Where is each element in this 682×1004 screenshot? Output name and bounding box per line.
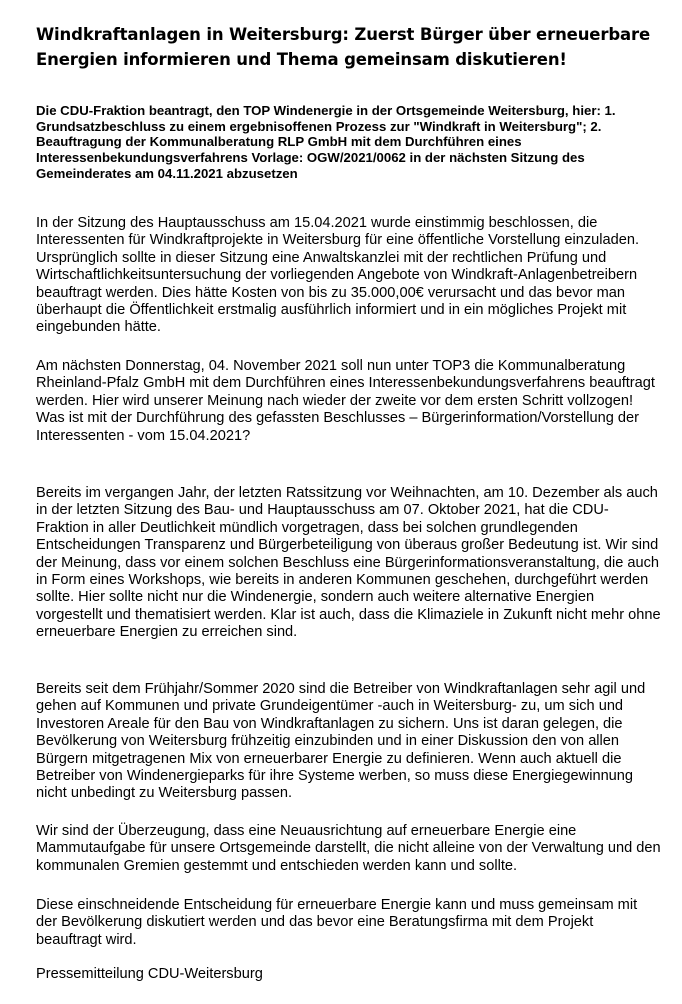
paragraph-3: Bereits im vergangen Jahr, der letzten Ratssitzung vor Weihnachten, am 10. Dezember als auch in der letzten Sitzung des Bau- und Hauptausschuss am 07. Oktober 2021, hat die CDU-Fraktion in aller Deutlichkeit mündlich vorgetragen, dass bei solchen grundlegenden Entscheidungen Transparenz und Bürgerbeteiligung von überaus großer Bedeutung ist. Wir sind der Meinung, dass vor einem solchen Beschluss eine Bürgerinformationsveranstaltung, die auch in Form eines Workshops, wie bereits in anderen Kommunen geschehen, durchgeführt werden sollte. Hier sollte nicht nur die Windenergie, sondern auch weitere alternative Energien vorgestellt und thematisiert werden. Klar ist auch, dass die Klimaziele in Zukunft nicht mehr ohne erneuerbare Energien zu erreichen sind. [36, 485, 661, 641]
paragraph-1: In der Sitzung des Hauptausschuss am 15.04.2021 wurde einstimmig beschlossen, die Interessenten für Windkraftprojekte in Weitersburg für eine öffentliche Vorstellung einzuladen. Ursprünglich sollte in dieser Sitzung eine Anwaltskanzlei mit der rechtlichen Prüfung und Wirtschaftlichkeitsuntersuchung der vorliegenden Angebote von Windkraft-Anlagenbetreibern beauftragt werden. Dies hätte Kosten von bis zu 35.000,00€ verursacht und das bevor man überhaupt die Öffentlichkeit erstmalig ausführlich informiert und in ein mögliches Projekt mit eingebunden hätte. [36, 215, 640, 336]
paragraph-5: Wir sind der Überzeugung, dass eine Neuausrichtung auf erneuerbare Energie eine Mammutaufgabe für unsere Ortsgemeinde darstellt, die nicht alleine von der Verwaltung und den kommunalen Gremien gestemmt und entschieden werden kann und sollte. [36, 823, 661, 874]
paragraph-6: Diese einschneidende Entscheidung für erneuerbare Energie kann und muss gemeinsam mit der Bevölkerung diskutiert werden und das bevor eine Beratungsfirma mit dem Projekt beauftragt wird. [36, 897, 638, 948]
article-subhead: Die CDU-Fraktion beantragt, den TOP Windenergie in der Ortsgemeinde Weitersburg, hier: 1. Grundsatzbeschluss zu einem ergebnisoffenen Prozess zur "Windkraft in Weitersburg"; 2. Beauftragung der Kommunalberatung RLP GmbH mit dem Durchführen eines Interessenbekundungsverfahrens Vorlage: OGW/2021/0062 in der nächsten Sitzung des Gemeinderates am 04.11.2021 abzusetzen [36, 103, 616, 181]
paragraph-2: Am nächsten Donnerstag, 04. November 2021 soll nun unter TOP3 die Kommunalberatung Rheinland-Pfalz GmbH mit dem Durchführen eines Interessenbekundungsverfahrens beauftragt werden. Hier wird unserer Meinung nach wieder der zweite vor dem ersten Schritt vollzogen! Was ist mit der Durchführung des gefassten Beschlusses – Bürgerinformation/Vorstellung der Interessenten - vom 15.04.2021? [36, 358, 655, 444]
paragraph-4: Bereits seit dem Frühjahr/Sommer 2020 sind die Betreiber von Windkraftanlagen sehr agil und gehen auf Kommunen und private Grundeigentümer -auch in Weitersburg- zu, um sich und Investoren Areale für den Bau von Windkraftanlagen zu sichern. Uns ist daran gelegen, die Bevölkerung von Weitersburg frühzeitig einzubinden und in einer Diskussion den von allen Bürgern mitgetragenen Mix von erneuerbarer Energie zu definieren. Wenn auch aktuell die Betreiber von Windenergieparks für ihre Systeme werben, so muss diese Energiegewinnung nicht unbedingt zu Weitersburg passen. [36, 681, 646, 802]
article-title: Windkraftanlagen in Weitersburg: Zuerst Bürger über erneuerbare Energien informieren und Thema gemeinsam diskutieren! [36, 25, 651, 69]
signature: Pressemitteilung CDU-Weitersburg [36, 966, 263, 982]
